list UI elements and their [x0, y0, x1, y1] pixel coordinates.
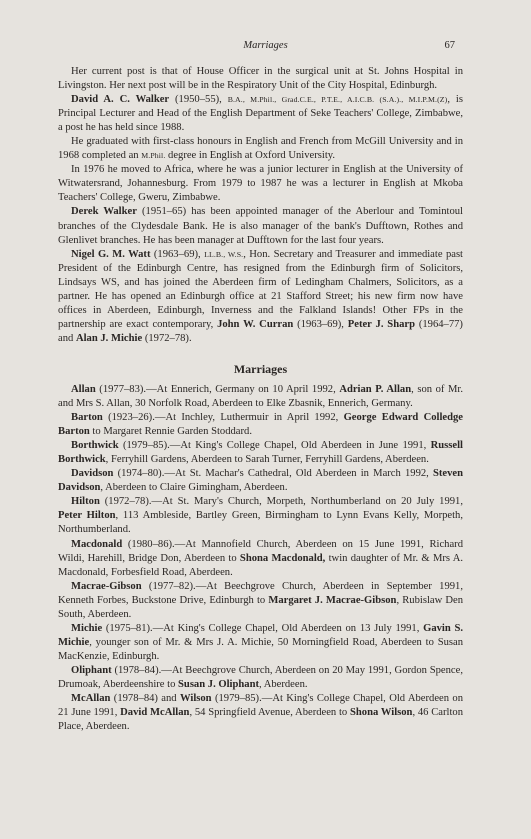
marriage-entry: Michie (1975–81).—At King's College Chapel, Old Aberdeen on 13 July 1991, Gavin S. Michie, younger son of Mr. & Mrs J. A. Michie, 50 Morningfield Road, Aberdeen to Susan MacKenzie, Edinburgh.	[58, 622, 464, 662]
person-name: Russell Borthwick	[58, 440, 463, 466]
qualifications: B.A., M.Phil., Grad.C.E., P.T.E., A.I.C.B. (S.A.)., M.I.P.M.(Z)	[227, 95, 448, 105]
entry-surname: Allan	[71, 383, 96, 395]
marriage-entry: Hilton (1972–78).—At St. Mary's Church, Morpeth, Northumberland on 20 July 1991, Peter Hilton, 113 Ambleside, Bartley Green, Birmingham to Lynn Evans Kelly, Morpeth, Northumberland.	[58, 496, 463, 536]
running-title: Marriages	[243, 40, 288, 51]
news-paragraph: Derek Walker (1951–65) has been appointed manager of the Aberlour and Tomintoul branches of the Clydesdale Bank. He is also manager of the bank's Dufftown, Rothes and Glenlivet branches. He has been manager at Dufftown for the last four years.	[58, 206, 463, 246]
qualifications: M.Phil.	[141, 151, 166, 161]
qualifications: LL.B., W.S.	[204, 249, 244, 259]
person-name: Alan J. Michie	[75, 332, 143, 344]
entry-surname: McAllan	[71, 693, 111, 705]
news-paragraph: Nigel G. M. Watt (1963–69), LL.B., W.S., Hon. Secretary and Treasurer and immediate past President of the Edinburgh Centre, has resigned from the Edinburgh firm of Solicitors, Lindsays WS, and has joined the Aberdeen firm of Ledingham Chalmers, Solicitors, as a partner. He has opened an Edinburgh office at 21 Stafford Street; his new firm now have offices in Aberdeen, Edinburgh, Inverness and the Falkland Islands! Other FPs in the partnership are exact contemporary, John W. Curran (1963–69), Peter J. Sharp (1964–77) and Alan J. Michie (1972–78).	[58, 248, 464, 344]
entry-surname: Michie	[71, 622, 103, 634]
person-name: David McAllan	[120, 707, 190, 719]
person-name: Peter J. Sharp	[347, 318, 415, 330]
person-name: David A. C. Walker	[71, 94, 170, 106]
entry-surname: Macdonald	[71, 538, 123, 550]
person-name: Susan J. Oliphant	[178, 678, 259, 690]
news-paragraph: In 1976 he moved to Africa, where he was a junior lecturer in English at the University of Witwatersrand, Johannesburg. From 1979 to 1987 he was a lecturer in English at Mkoba Teachers' College, Gweru, Zimbabwe.	[58, 164, 463, 204]
person-name: Adrian P. Allan	[339, 383, 412, 395]
person-name: Steven Davidson	[58, 468, 463, 494]
news-paragraph: Her current post is that of House Officer in the surgical unit at St. Johns Hospital in Livingston. Her next post will be in the Respiratory Unit of the City Hospital, Edinburgh.	[58, 66, 463, 92]
person-name: John W. Curran	[217, 318, 294, 330]
news-paragraph: David A. C. Walker (1950–55), B.A., M.Phil., Grad.C.E., P.T.E., A.I.C.B. (S.A.)., M.I.P.M.(Z), is Principal Lecturer and Head of the English Department of Seke Teachers' College, Zimbabwe, a post he has held since 1988.	[58, 94, 463, 134]
marriage-entry: Barton (1923–26).—At Inchley, Luthermuir in April 1992, George Edward Colledge Barton to Margaret Rennie Garden Stoddard.	[58, 412, 463, 438]
person-name: George Edward Colledge Barton	[58, 412, 463, 438]
marriage-entry: Davidson (1974–80).—At St. Machar's Cathedral, Old Aberdeen in March 1992, Steven Davidson, Aberdeen to Claire Gimingham, Aberdeen.	[58, 468, 463, 494]
section-title: Marriages	[233, 361, 288, 376]
person-name: Margaret J. Macrae-Gibson	[268, 594, 397, 606]
person-name: Nigel G. M. Watt	[71, 248, 151, 260]
marriage-entry: Oliphant (1978–84).—At Beechgrove Church, Aberdeen on 20 May 1991, Gordon Spence, Drumoak, Aberdeenshire to Susan J. Oliphant, Aberdeen.	[58, 664, 463, 690]
person-name: Peter Hilton	[58, 510, 116, 522]
entry-surname: Barton	[71, 412, 103, 424]
marriage-entry: Allan (1977–83).—At Ennerich, Germany on 10 April 1992, Adrian P. Allan, son of Mr. and Mrs S. Allan, 30 Norfolk Road, Aberdeen to Elke Zbasnik, Ennerich, Germany.	[58, 383, 463, 410]
entry-surname: Macrae-Gibson	[71, 580, 142, 592]
person-name: Derek Walker	[71, 206, 137, 218]
running-header	[0, 40, 531, 56]
marriage-entry: Macdonald (1980–86).—At Mannofield Church, Aberdeen on 15 June 1991, Richard Wildi, Harehill, Bridge Don, Aberdeen to Shona Macdonald, twin daughter of Mr. & Mrs A. Macdonald, Forbesfield Road, Aberdeen.	[58, 538, 464, 578]
person-name: Gavin S. Michie	[58, 622, 464, 648]
news-paragraph: He graduated with first-class honours in English and French from McGill University and in 1968 completed an M.Phil. degree in English at Oxford University.	[58, 136, 463, 162]
entry-surname: Borthwick	[71, 440, 119, 452]
person-name: Shona Macdonald,	[239, 552, 326, 564]
marriage-entry: McAllan (1978–84) and Wilson (1979–85).—At King's College Chapel, Old Aberdeen on 21 June 1991, David McAllan, 54 Springfield Avenue, Aberdeen to Shona Wilson, 46 Carlton Place, Aberdeen.	[58, 693, 464, 733]
page-number: 67	[444, 40, 455, 51]
marriage-entry: Borthwick (1979–85).—At King's College Chapel, Old Aberdeen in June 1991, Russell Borthwick, Ferryhill Gardens, Aberdeen to Sarah Turner, Ferryhill Gardens, Aberdeen.	[58, 440, 463, 466]
entry-surname: Hilton	[71, 496, 100, 508]
entry-surname: Oliphant	[71, 664, 112, 676]
entry-surname: Davidson	[71, 468, 114, 480]
marriage-entry: Macrae-Gibson (1977–82).—At Beechgrove Church, Aberdeen in September 1991, Kenneth Forbes, Buckstone Drive, Edinburgh to Margaret J. Macrae-Gibson, Rubislaw Den South, Aberdeen.	[58, 580, 464, 620]
page-body	[58, 65, 463, 734]
person-name: Shona Wilson	[350, 707, 413, 719]
entry-surname: Wilson	[179, 693, 212, 705]
